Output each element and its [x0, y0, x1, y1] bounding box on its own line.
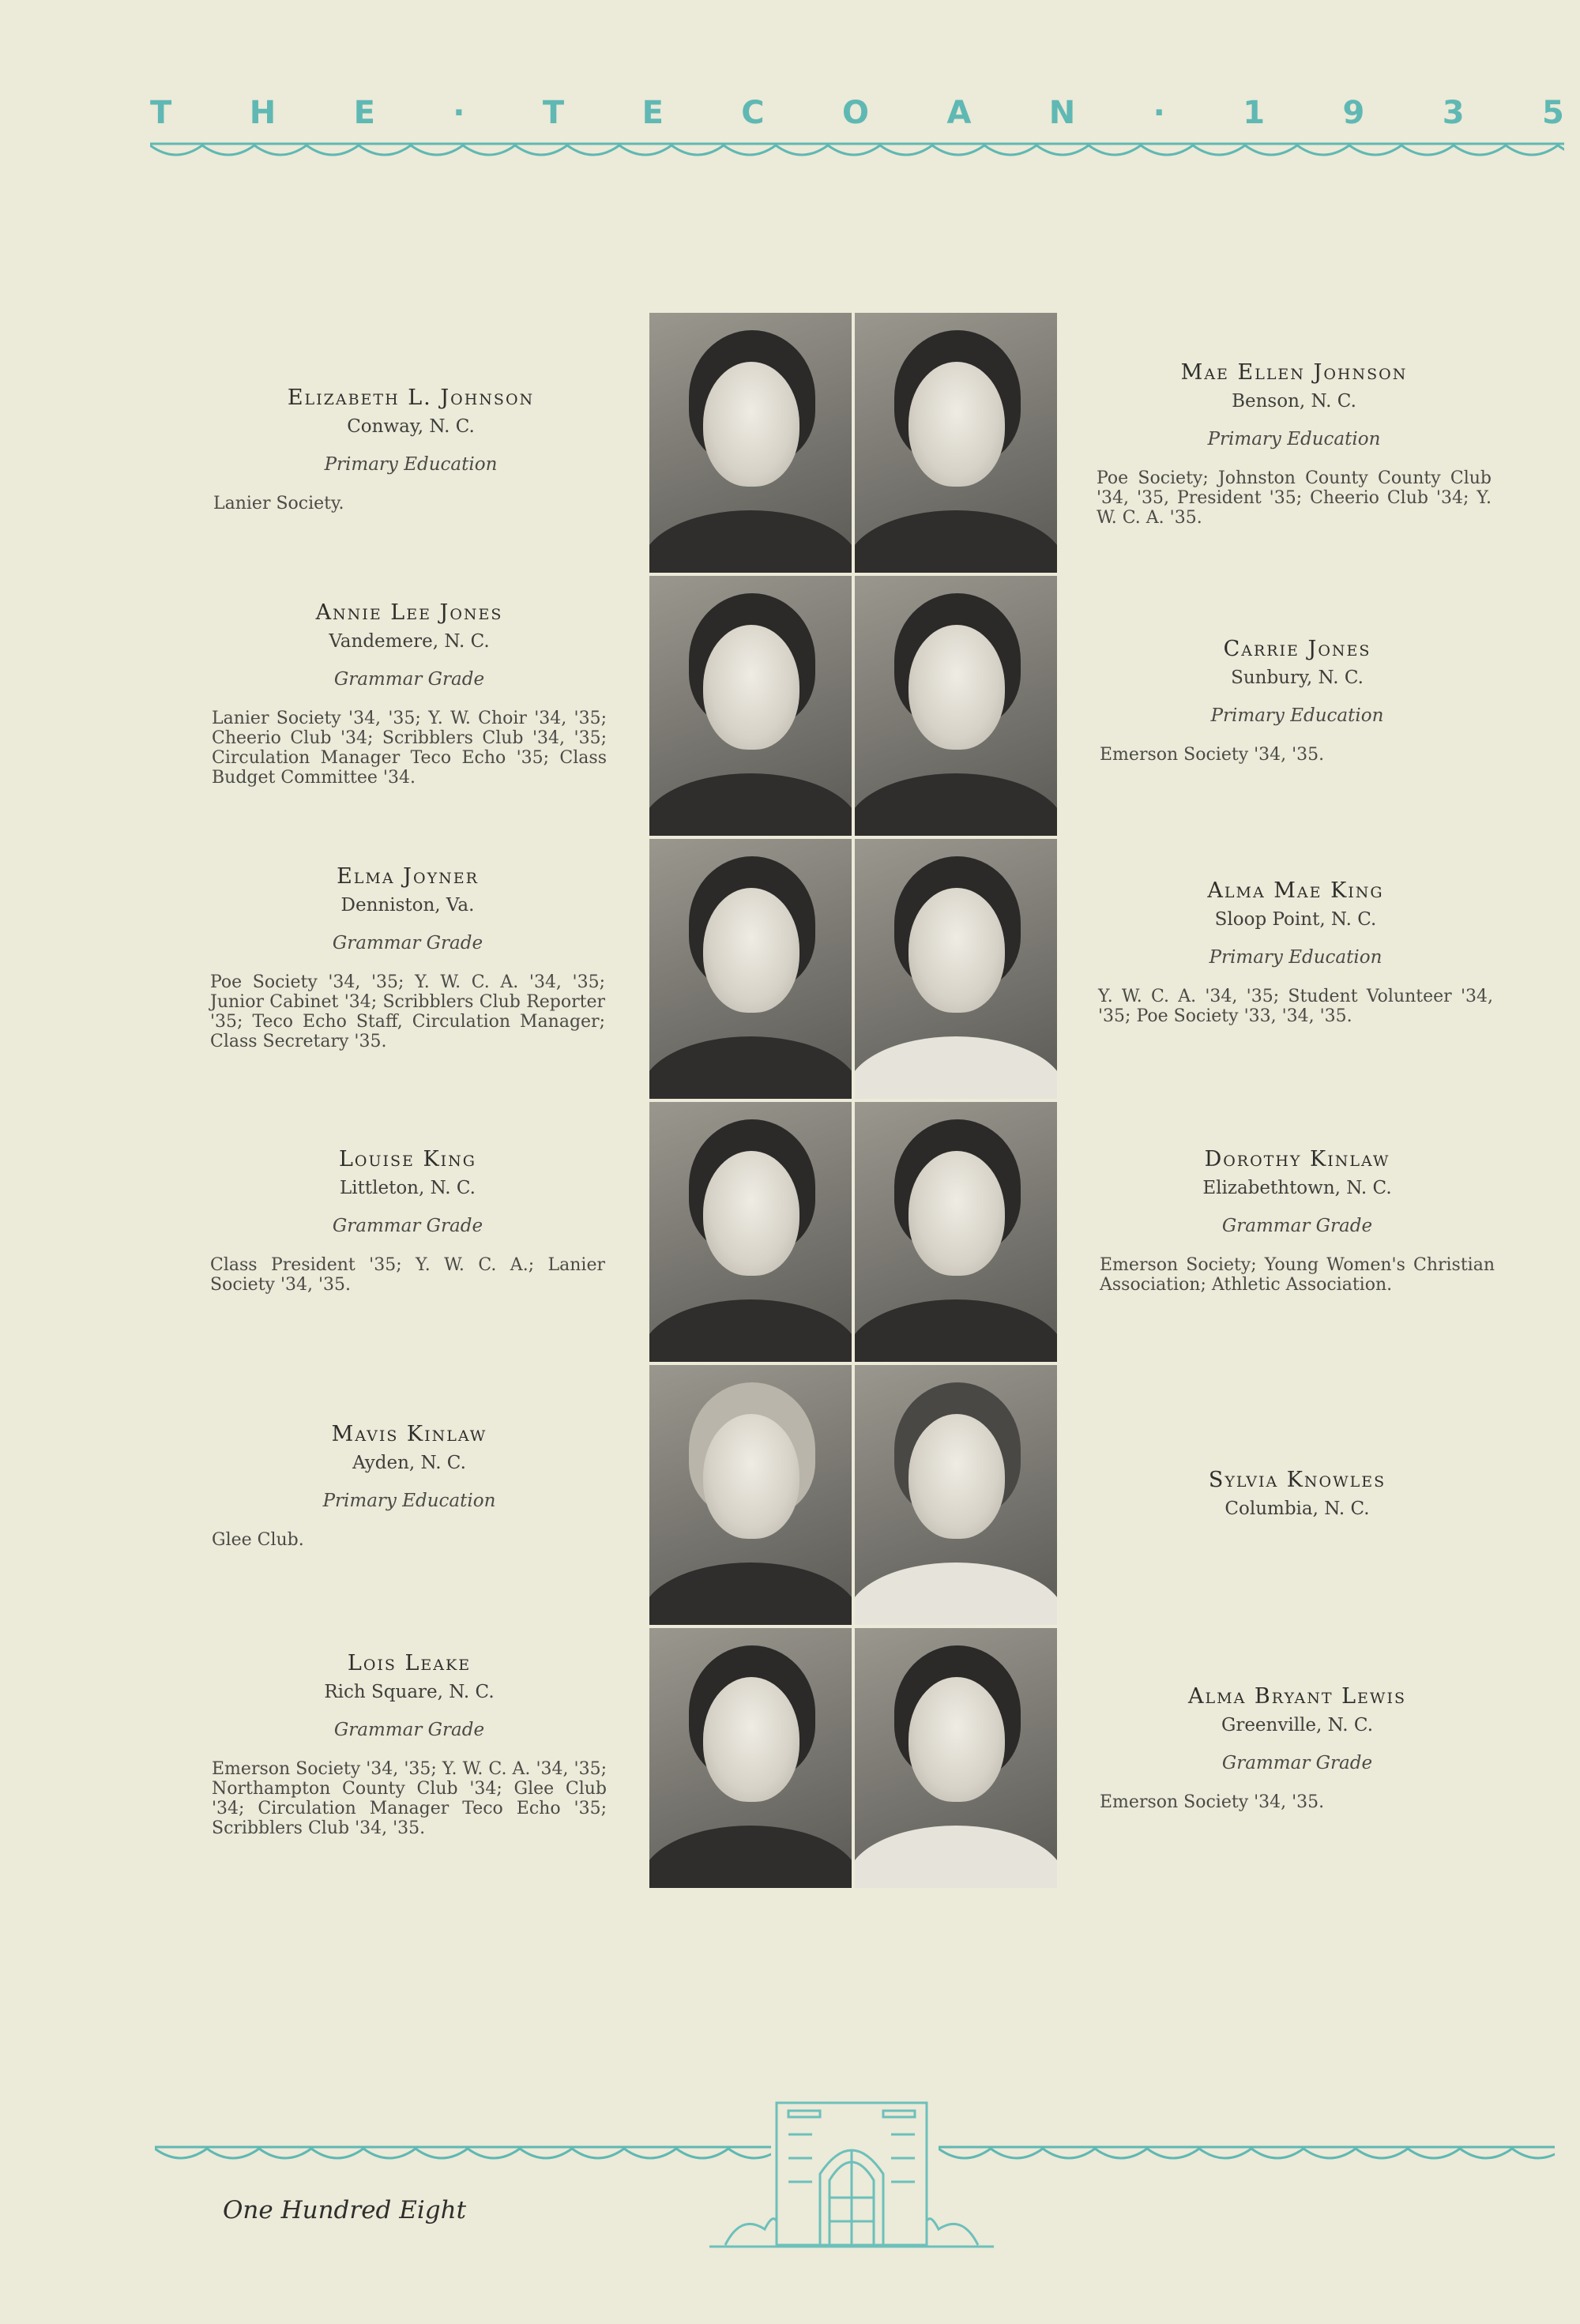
masthead-title [150, 93, 1564, 133]
student-hometown: Littleton, N. C. [340, 1178, 476, 1198]
student-course: Grammar Grade [333, 669, 485, 690]
student-name: Elizabeth L. Johnson [287, 385, 535, 410]
masthead-letter: O [842, 95, 870, 131]
student-name: Elma Joyner [337, 864, 479, 889]
student-name: Alma Mae King [1207, 878, 1384, 903]
student-entry [1098, 878, 1493, 1026]
student-name: Louise King [339, 1147, 476, 1171]
student-name: Alma Bryant Lewis [1188, 1684, 1406, 1709]
student-course: Grammar Grade [1221, 1753, 1373, 1773]
student-activities: Y. W. C. A. '34, '35; Student Volunteer '34, '35; Poe Society '33, '34, '35. [1098, 987, 1493, 1026]
footer-wave-left [155, 2144, 771, 2168]
student-entry [212, 1651, 607, 1838]
student-name: Lois Leake [347, 1651, 472, 1675]
student-hometown: Elizabethtown, N. C. [1202, 1178, 1392, 1198]
portrait-photo [649, 1628, 852, 1888]
student-hometown: Rich Square, N. C. [324, 1682, 495, 1702]
student-activities: Emerson Society '34, '35. [1100, 1792, 1325, 1812]
student-hometown: Sunbury, N. C. [1231, 667, 1364, 688]
masthead-letter: 5 [1541, 95, 1564, 131]
masthead-letter: E [353, 95, 375, 131]
student-entry [212, 1422, 607, 1550]
student-hometown: Denniston, Va. [340, 895, 475, 916]
masthead-letter: N [1048, 95, 1076, 131]
student-name: Mavis Kinlaw [331, 1422, 487, 1446]
student-hometown: Benson, N. C. [1232, 391, 1356, 412]
masthead-letter: A [946, 95, 972, 131]
student-activities: Emerson Society '34, '35. [1100, 745, 1325, 765]
masthead-letter: E [641, 95, 664, 131]
portrait-photo [649, 576, 852, 836]
masthead-letter: C [741, 95, 765, 131]
portrait-photo [855, 576, 1057, 836]
masthead-letter: 3 [1442, 95, 1465, 131]
portrait-photo [649, 1365, 852, 1625]
masthead-letter: 9 [1342, 95, 1365, 131]
portrait-photo [649, 313, 852, 573]
footer-wave-right [939, 2144, 1555, 2168]
student-entry [1100, 637, 1495, 765]
portrait-photo [855, 1102, 1057, 1362]
header-wave-border [150, 141, 1564, 164]
building-emblem-icon [709, 2095, 994, 2253]
student-activities: Lanier Society '34, '35; Y. W. Choir '34, '35; Cheerio Club '34; Scribblers Club '34, '35; Circulation Manager Teco Echo '35; Class Budget Committee '34. [212, 709, 607, 788]
portrait-photo [649, 1102, 852, 1362]
student-name: Annie Lee Jones [315, 600, 503, 625]
student-entry [1097, 360, 1492, 528]
masthead-letter: · [1153, 95, 1165, 131]
student-course: Primary Education [1209, 947, 1382, 968]
student-course: Grammar Grade [1221, 1216, 1373, 1236]
student-hometown: Ayden, N. C. [352, 1453, 466, 1473]
page-number-label: One Hundred Eight [223, 2196, 467, 2224]
portrait-photo [855, 1365, 1057, 1625]
student-course: Primary Education [324, 454, 498, 475]
masthead-letter: H [249, 95, 276, 131]
student-course: Primary Education [322, 1491, 496, 1511]
student-course: Primary Education [1207, 429, 1381, 449]
masthead-letter: T [542, 95, 565, 131]
student-entry [213, 385, 608, 513]
student-course: Grammar Grade [332, 1216, 483, 1236]
portrait-photo [855, 1628, 1057, 1888]
student-activities: Emerson Society '34, '35; Y. W. C. A. '34, '35; Northampton County Club '34; Glee Club '34; Circulation Manager Teco Echo '35; Scribblers Club '34, '35. [212, 1759, 607, 1838]
masthead-letter: · [453, 95, 465, 131]
student-entry [1100, 1684, 1495, 1812]
student-activities: Poe Society '34, '35; Y. W. C. A. '34, '35; Junior Cabinet '34; Scribblers Club Reporter '35; Teco Echo Staff, Circulation Manager; Class Secretary '35. [210, 972, 605, 1051]
student-hometown: Greenville, N. C. [1221, 1715, 1374, 1735]
student-entry [210, 1147, 605, 1295]
student-entry [212, 600, 607, 788]
portrait-photo [855, 839, 1057, 1099]
portrait-photo [649, 839, 852, 1099]
student-hometown: Conway, N. C. [347, 416, 475, 437]
student-name: Carrie Jones [1223, 637, 1371, 661]
student-name: Mae Ellen Johnson [1180, 360, 1408, 385]
masthead-letter: 1 [1243, 95, 1266, 131]
portrait-photo [855, 313, 1057, 573]
student-course: Primary Education [1210, 705, 1384, 726]
student-activities: Poe Society; Johnston County County Club '34, '35, President '35; Cheerio Club '34; Y. W. C. A. '35. [1097, 468, 1492, 528]
student-course: Grammar Grade [332, 933, 483, 953]
student-entry [1100, 1468, 1495, 1519]
student-entry [1100, 1147, 1495, 1295]
student-activities: Lanier Society. [213, 494, 344, 513]
masthead-letter: T [150, 95, 172, 131]
student-activities: Glee Club. [212, 1530, 304, 1550]
student-activities: Emerson Society; Young Women's Christian Association; Athletic Association. [1100, 1255, 1495, 1295]
student-hometown: Vandemere, N. C. [329, 631, 490, 652]
student-entry [210, 864, 605, 1051]
student-activities: Class President '35; Y. W. C. A.; Lanier Society '34, '35. [210, 1255, 605, 1295]
student-name: Dorothy Kinlaw [1204, 1147, 1390, 1171]
student-hometown: Sloop Point, N. C. [1214, 909, 1377, 930]
student-course: Grammar Grade [333, 1720, 485, 1740]
student-name: Sylvia Knowles [1208, 1468, 1386, 1492]
portrait-grid [649, 313, 1062, 1891]
student-hometown: Columbia, N. C. [1224, 1499, 1370, 1519]
